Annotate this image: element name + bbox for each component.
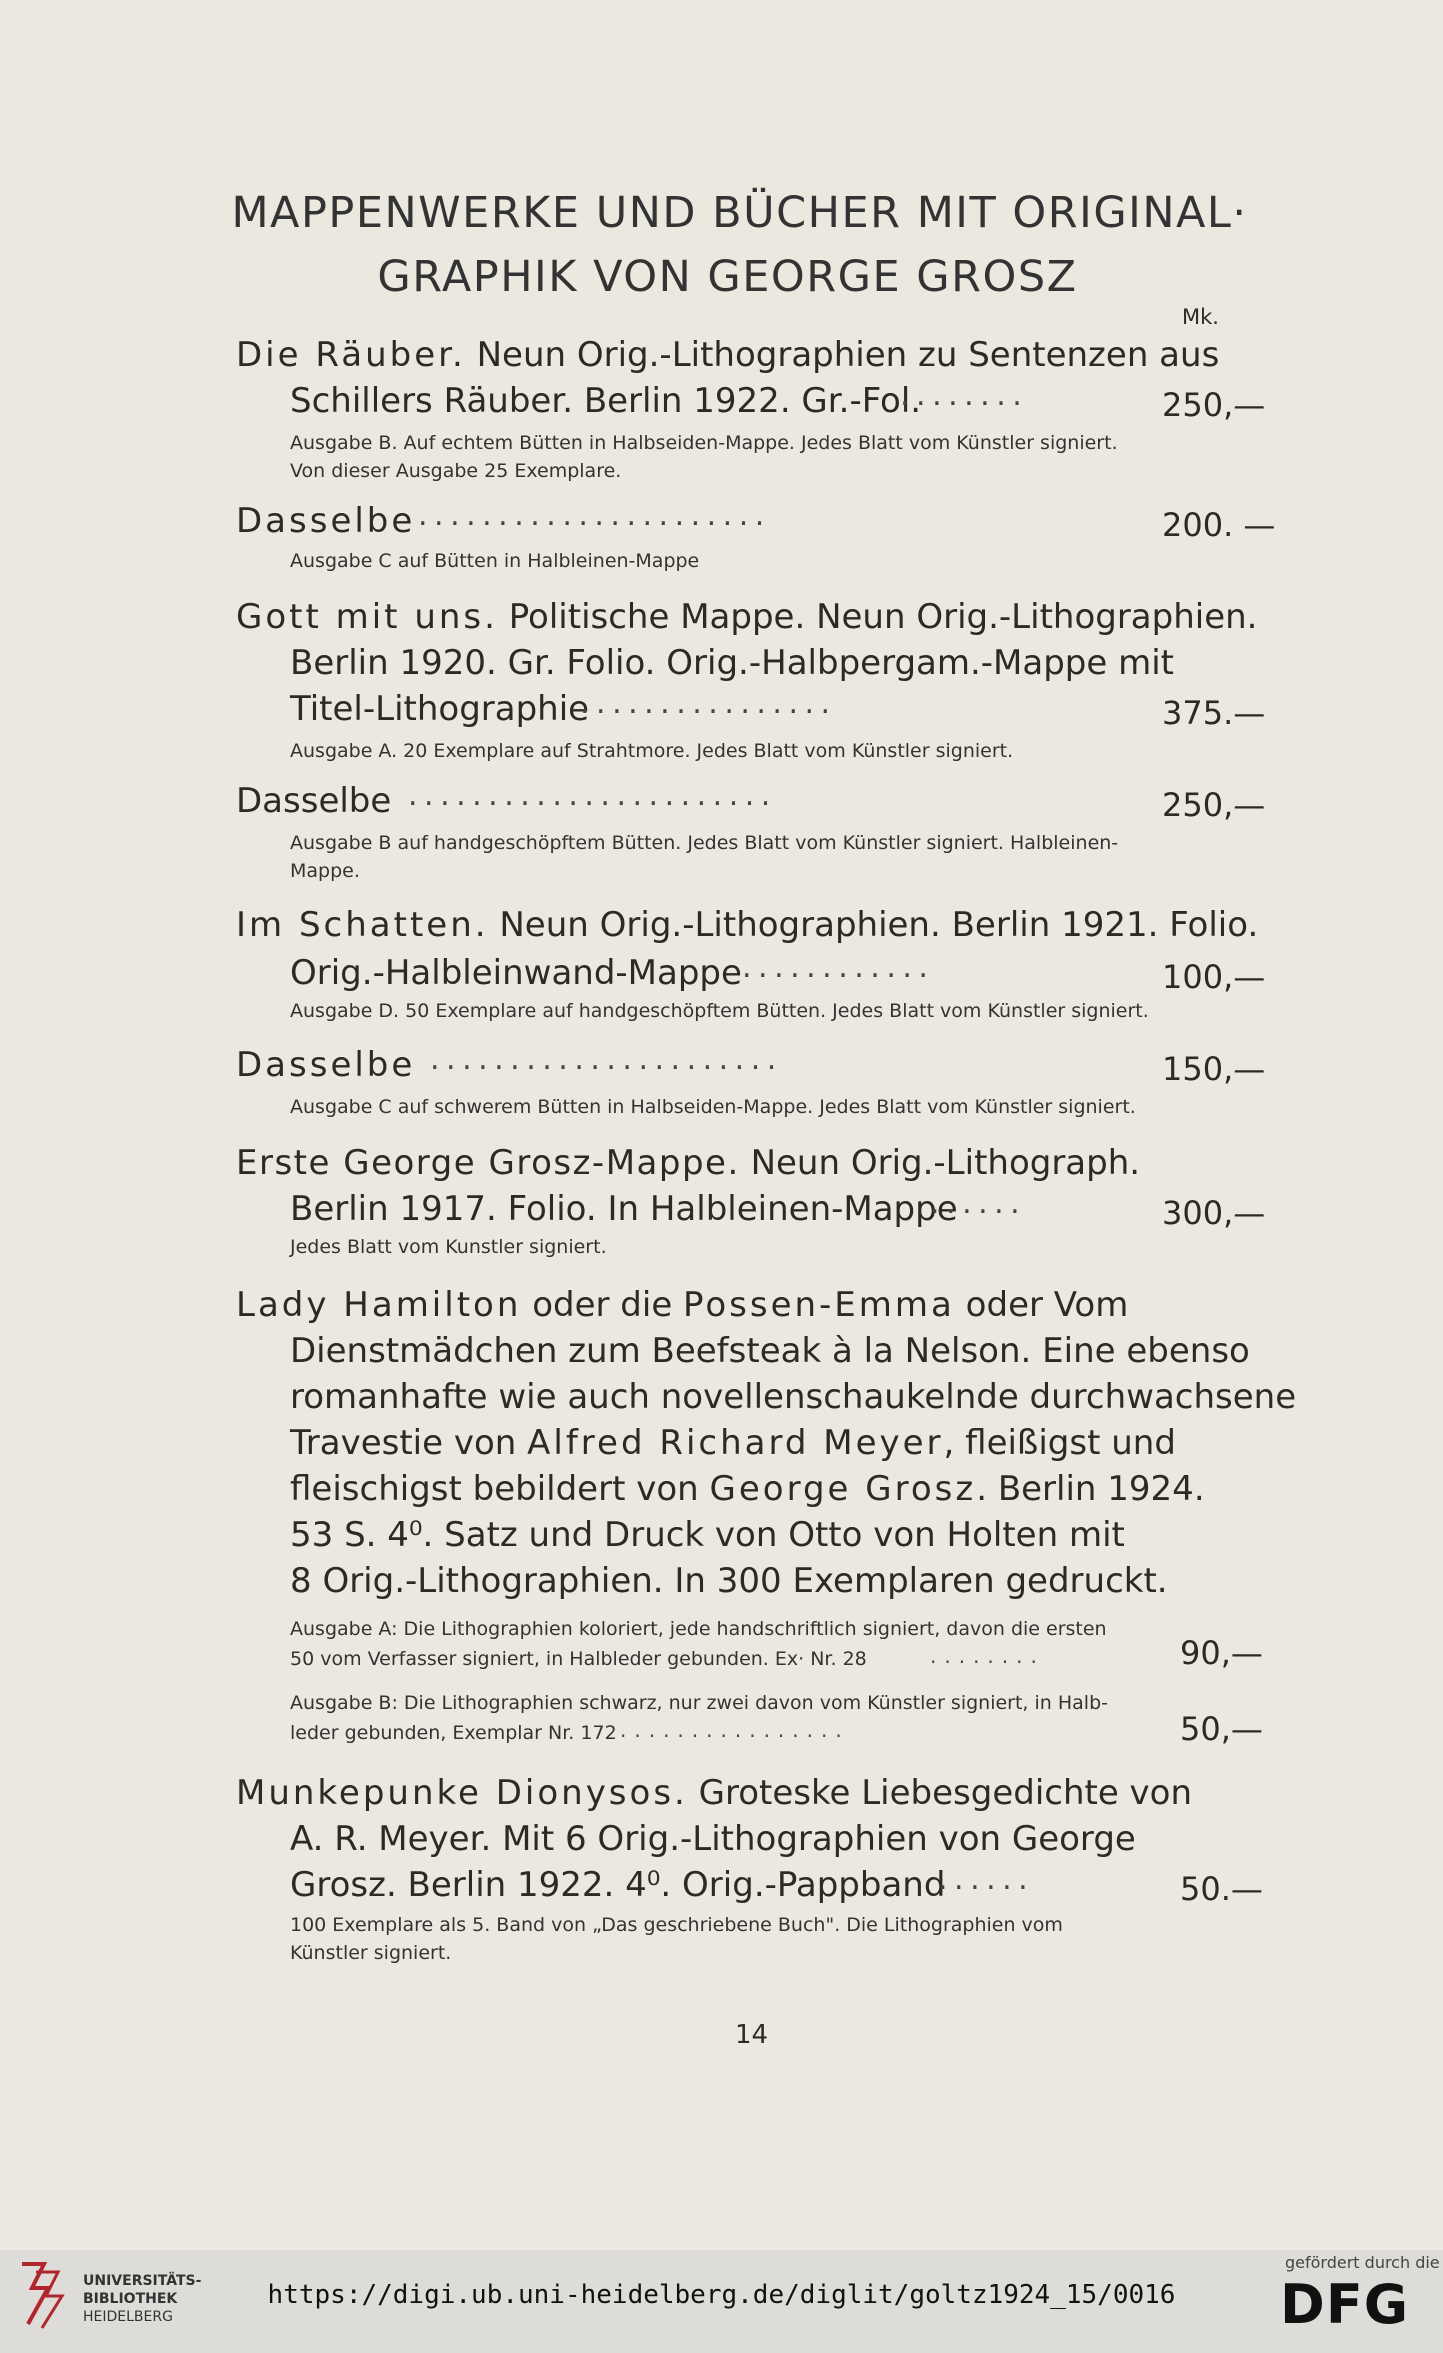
entry-line: romanhafte wie auch novellenschaukelnde durchwachsene (290, 1377, 1297, 1417)
funding-note: gefördert durch die (1285, 2253, 1440, 2272)
entry-note: Von dieser Ausgabe 25 Exemplare. (290, 460, 622, 482)
entry-price: 250,— (1162, 386, 1266, 424)
page-title-line-2: GRAPHIK VON GEORGE GROSZ (377, 252, 1078, 302)
entry-title: Die Räuber. (236, 335, 466, 375)
dot-leader: ........ (930, 1644, 1045, 1668)
entry-title: Dasselbe (236, 781, 392, 821)
entry-note: Ausgabe A: Die Lithographien koloriert, jede handschriftlich signiert, davon die ersten (290, 1618, 1107, 1640)
dot-leader: ...... (938, 1862, 1035, 1897)
entry-line: A. R. Meyer. Mit 6 Orig.-Lithographien von George (290, 1819, 1136, 1859)
dot-leader: ................ (580, 686, 837, 721)
entry-note: Künstler signiert. (290, 1942, 452, 1964)
entry-price: 250,— (1162, 786, 1266, 824)
entry-title: Im Schatten. (236, 905, 489, 945)
entry-price: 300,— (1162, 1194, 1266, 1232)
entry-title: Munkepunke Dionysos. (236, 1773, 688, 1813)
entry-line: Orig.-Halbleinwand-Mappe (290, 953, 742, 993)
entry-price: 100,— (1162, 958, 1266, 996)
entry-title: Dasselbe (236, 501, 416, 541)
entry-title: Erste George Grosz-Mappe. (236, 1143, 740, 1183)
entry-line: 53 S. 4⁰. Satz und Druck von Otto von Holten mit (290, 1515, 1125, 1555)
entry-title-line: Die Räuber. Neun Orig.-Lithographien zu Sentenzen aus (236, 335, 1220, 375)
entry-line: Dienstmädchen zum Beefsteak à la Nelson. Eine ebenso (290, 1331, 1250, 1371)
entry-line: Travestie von Alfred Richard Meyer, fleißigst und (290, 1423, 1176, 1463)
entry-price: 375.— (1162, 694, 1266, 732)
dfg-logo: DFG (1280, 2273, 1410, 2336)
entry-note: 100 Exemplare als 5. Band von „Das geschriebene Buch". Die Lithographien vom (290, 1914, 1063, 1936)
dot-leader: ........ (900, 378, 1029, 413)
entry-line: Schillers Räuber. Berlin 1922. Gr.-Fol. (290, 381, 922, 421)
dot-leader: ............ (742, 950, 935, 985)
entry-price: 90,— (1180, 1634, 1263, 1672)
currency-label: Mk. (1182, 305, 1219, 329)
entry-title-line: Erste George Grosz-Mappe. Neun Orig.-Lithograph. (236, 1143, 1141, 1183)
dot-leader: ...... (930, 1186, 1027, 1221)
entry-title-line: Lady Hamilton oder die Possen-Emma oder Vom (236, 1285, 1129, 1325)
entry-title: Gott mit uns. (236, 597, 498, 637)
page-number: 14 (735, 2020, 769, 2050)
dot-leader: ...................... (430, 1042, 783, 1077)
entry-line: Berlin 1920. Gr. Folio. Orig.-Halbpergam.-Mappe mit (290, 643, 1175, 683)
entry-line: Titel-Lithographie (290, 689, 590, 729)
entry-title-line: Gott mit uns. Politische Mappe. Neun Orig.-Lithographien. (236, 597, 1258, 637)
entry-note: Ausgabe B auf handgeschöpftem Bütten. Jedes Blatt vom Künstler signiert. Halbleinen- (290, 832, 1119, 854)
entry-note: Ausgabe C auf Bütten in Halbleinen-Mappe (290, 550, 700, 572)
entry-price: 200. — (1162, 506, 1276, 544)
dot-leader: ................ (620, 1718, 850, 1742)
entry-note: Ausgabe A. 20 Exemplare auf Strahtmore. Jedes Blatt vom Künstler signiert. (290, 740, 1014, 762)
dot-leader: ...................... (418, 498, 771, 533)
entry-note: Ausgabe C auf schwerem Bütten in Halbseiden-Mappe. Jedes Blatt vom Künstler signiert. (290, 1096, 1136, 1118)
entry-line: 8 Orig.-Lithographien. In 300 Exemplaren gedruckt. (290, 1561, 1168, 1601)
entry-line: Grosz. Berlin 1922. 4⁰. Orig.-Pappband (290, 1865, 946, 1905)
entry-note: leder gebunden, Exemplar Nr. 172 (290, 1722, 617, 1744)
entry-note: Ausgabe B: Die Lithographien schwarz, nur zwei davon vom Künstler signiert, in Halb- (290, 1692, 1108, 1714)
entry-title-line: Im Schatten. Neun Orig.-Lithographien. Berlin 1921. Folio. (236, 905, 1259, 945)
entry-price: 50.— (1180, 1870, 1263, 1908)
entry-note: Mappe. (290, 860, 360, 882)
entry-note: Ausgabe B. Auf echtem Bütten in Halbseiden-Mappe. Jedes Blatt vom Künstler signiert. (290, 432, 1118, 454)
entry-price: 150,— (1162, 1050, 1266, 1088)
entry-price: 50,— (1180, 1710, 1263, 1748)
entry-note: Jedes Blatt vom Kunstler signiert. (290, 1236, 607, 1258)
library-name: UNIVERSITÄTS- BIBLIOTHEK HEIDELBERG (83, 2273, 202, 2325)
permalink-url[interactable]: https://digi.ub.uni-heidelberg.de/diglit/goltz1924_15/0016 (267, 2280, 1176, 2310)
dot-leader: ....................... (408, 778, 777, 813)
entry-title: Lady Hamilton (236, 1285, 522, 1325)
entry-note: 50 vom Verfasser signiert, in Halbleder gebunden. Ex· Nr. 28 (290, 1648, 867, 1670)
entry-note: Ausgabe D. 50 Exemplare auf handgeschöpftem Bütten. Jedes Blatt vom Künstler signiert. (290, 1000, 1149, 1022)
page-title-line-1: MAPPENWERKE UND BÜCHER MIT ORIGINAL· (231, 188, 1248, 238)
entry-title: Dasselbe (236, 1045, 416, 1085)
entry-line: fleischigst bebildert von George Grosz. Berlin 1924. (290, 1469, 1205, 1509)
entry-line: Berlin 1917. Folio. In Halbleinen-Mappe (290, 1189, 958, 1229)
entry-title-line: Munkepunke Dionysos. Groteske Liebesgedichte von (236, 1773, 1193, 1813)
